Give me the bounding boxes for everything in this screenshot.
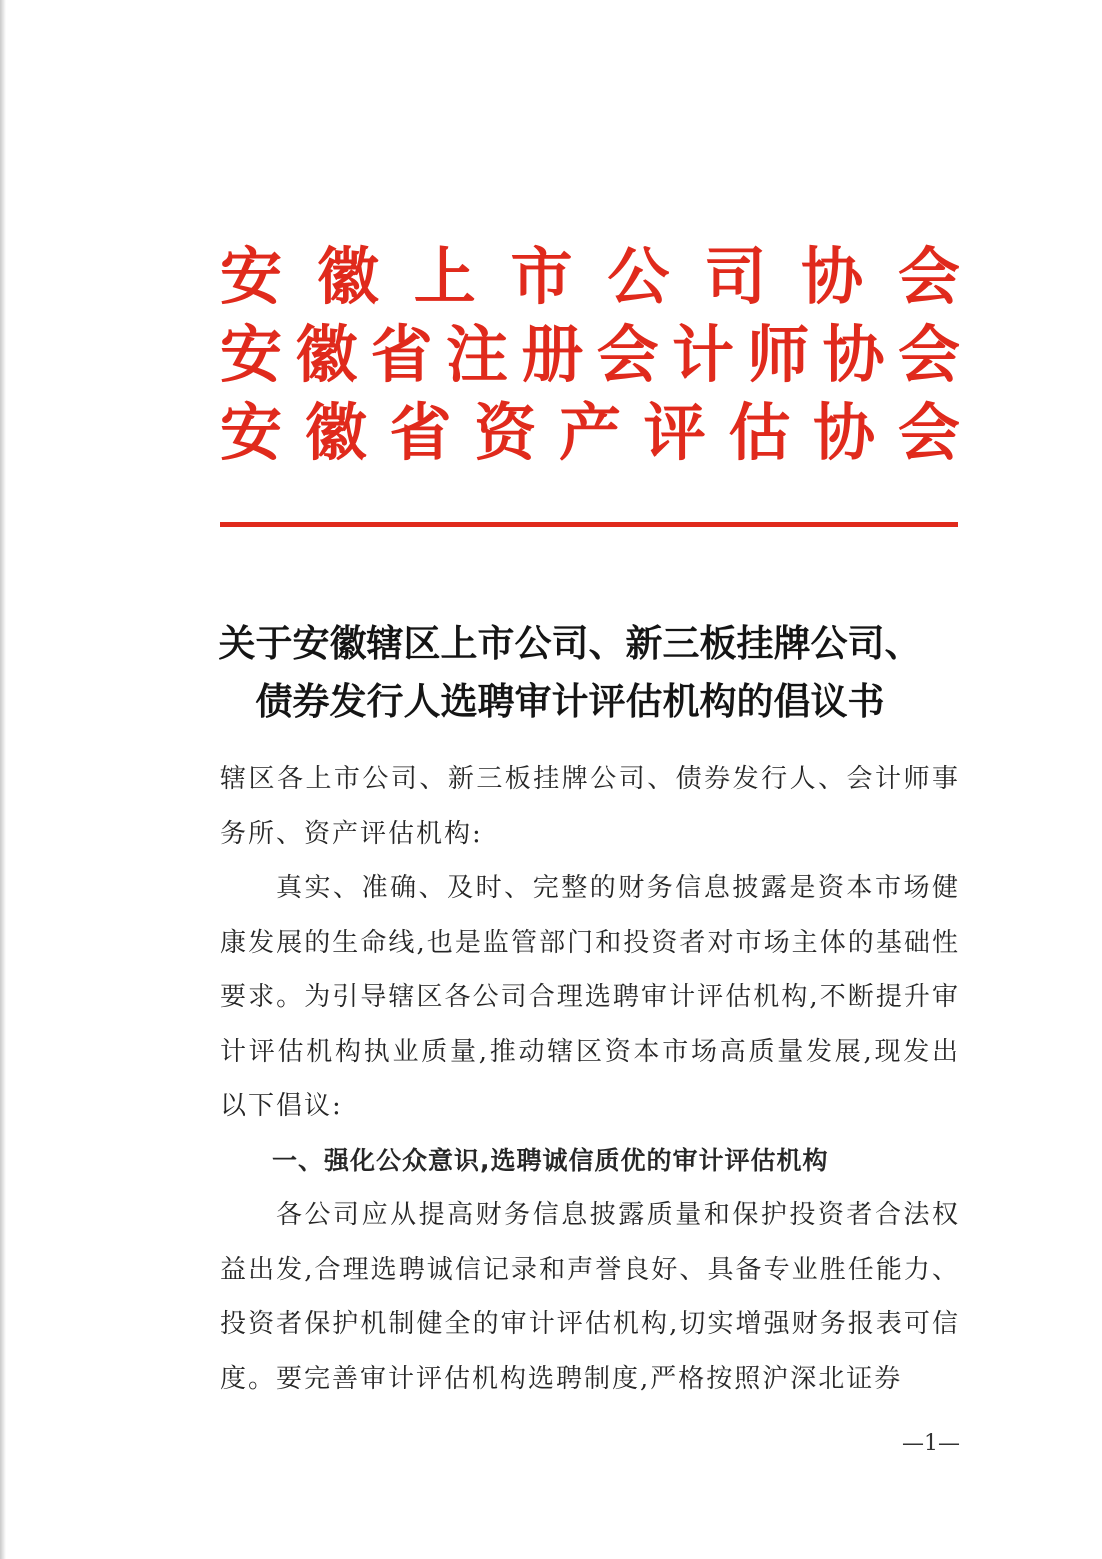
org-char: 省 (389, 396, 452, 469)
salutation: 辖区各上市公司、新三板挂牌公司、债券发行人、会计师事务所、资产评估机构: (220, 764, 960, 849)
org-char: 资 (474, 396, 537, 469)
org-char: 安 (220, 396, 283, 469)
org-char: 上 (413, 240, 476, 313)
org-char: 产 (558, 396, 621, 469)
org-char: 协 (813, 396, 876, 469)
org-char: 公 (607, 240, 670, 313)
org-char: 安 (220, 318, 283, 391)
org-char: 会 (897, 396, 960, 469)
intro-paragraph: 真实、准确、及时、完整的财务信息披露是资本市场健康发展的生命线,也是监管部门和投资者对市场主体的基础性要求。为引导辖区各公司合理选聘审计评估机构,不断提升审计评估机构执业质量,推动辖区资本市场高质量发展,现发出以下倡议: (220, 873, 960, 1121)
org-char: 徽 (316, 240, 379, 313)
org-char: 计 (671, 318, 734, 391)
title-line-2: 债券发行人选聘审计评估机构的倡议书 (255, 679, 885, 723)
org-name-line-1 (220, 238, 960, 316)
red-separator-line (220, 522, 958, 527)
org-char: 师 (747, 318, 810, 391)
org-char: 会 (596, 318, 659, 391)
title-line-1: 关于安徽辖区上市公司、新三板挂牌公司、 (218, 621, 922, 665)
org-char: 评 (643, 396, 706, 469)
org-char: 徽 (304, 396, 367, 469)
org-char: 会 (897, 318, 960, 391)
section-1-heading: 一、强化公众意识,选聘诚信质优的审计评估机构 (272, 1145, 829, 1175)
org-char: 册 (521, 318, 584, 391)
issuing-organizations-header (220, 238, 960, 472)
org-char: 协 (801, 240, 864, 313)
page-edge-shadow (0, 0, 6, 1559)
org-char: 徽 (295, 318, 358, 391)
org-char: 协 (822, 318, 885, 391)
org-char: 司 (704, 240, 767, 313)
org-char: 安 (220, 240, 283, 313)
org-char: 省 (370, 318, 433, 391)
org-char: 市 (510, 240, 573, 313)
org-char: 注 (445, 318, 508, 391)
section-1-paragraph: 各公司应从提高财务信息披露质量和保护投资者合法权益出发,合理选聘诚信记录和声誉良好、具备专业胜任能力、投资者保护机制健全的审计评估机构,切实增强财务报表可信度。要完善审计评估机构选聘制度,严格按照沪深北证券 (220, 1200, 960, 1394)
org-name-line-2 (220, 316, 960, 394)
org-name-line-3 (220, 394, 960, 472)
org-char: 会 (897, 240, 960, 313)
page-number: —1— (902, 1431, 960, 1456)
org-char: 估 (728, 396, 791, 469)
document-body (220, 752, 960, 1406)
document-title (180, 614, 960, 730)
